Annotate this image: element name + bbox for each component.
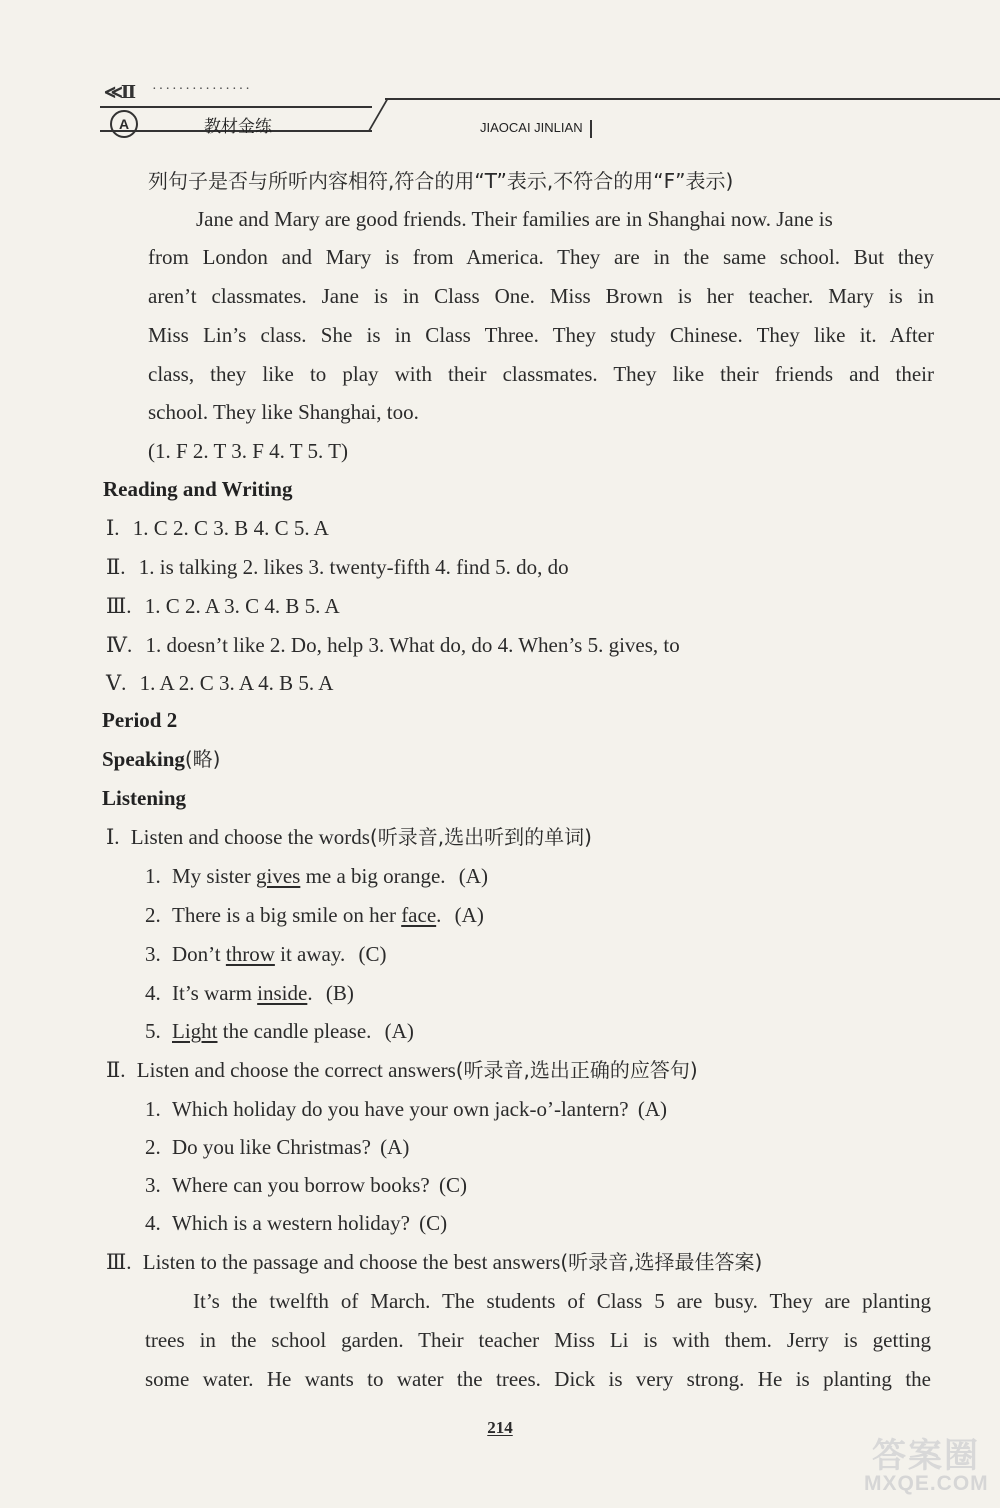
item-answer: (A) — [454, 903, 484, 927]
listening-heading: Listening — [102, 786, 187, 810]
instruction-continuation: 列句子是否与所听内容相符,符合的用“T”表示,不符合的用“F”表示) — [148, 169, 734, 193]
watermark-logo: 答案圈 — [872, 1436, 980, 1476]
speaking-label: Speaking — [102, 747, 185, 771]
item-number: 2. — [145, 903, 161, 927]
item-text: it away. — [274, 942, 346, 966]
section-title — [106, 1249, 762, 1275]
item-text: me a big orange. — [300, 864, 446, 888]
list-item — [145, 1018, 414, 1044]
section-title-en: Listen and choose the words — [130, 825, 370, 849]
row-number: Ⅴ. — [106, 671, 127, 695]
row-number: Ⅳ. — [106, 633, 133, 657]
item-number: 1. — [145, 1097, 161, 1121]
section-title-zh: (听录音,选出听到的单词) — [369, 825, 592, 849]
underlined-word: Light — [172, 1019, 218, 1043]
item-answer: (C) — [439, 1173, 467, 1197]
row-number: Ⅱ. — [106, 555, 126, 579]
list-item — [145, 1172, 467, 1198]
passage1-line: from London and Mary is from America. They are in the same school. But they — [148, 245, 934, 269]
item-text: . — [436, 903, 442, 927]
section-number: Ⅰ. — [106, 825, 120, 849]
underlined-word: inside — [257, 981, 308, 1005]
list-item — [145, 902, 484, 928]
item-text: Which holiday do you have your own jack-o’-lantern? — [172, 1097, 629, 1121]
passage1-line: Jane and Mary are good friends. Their families are in Shanghai now. Jane is — [196, 207, 833, 231]
passage3-line: some water. He wants to water the trees. Dick is very strong. He is planting the — [145, 1367, 931, 1391]
item-number: 3. — [145, 1173, 161, 1197]
answer-row — [106, 554, 569, 580]
passage3-line: trees in the school garden. Their teacher Miss Li is with them. Jerry is getting — [145, 1328, 931, 1352]
item-number: 3. — [145, 942, 161, 966]
list-item — [145, 863, 488, 889]
section-title — [106, 1057, 698, 1083]
answer-row — [106, 632, 680, 658]
row-answers: 1. A 2. C 3. A 4. B 5. A — [139, 671, 334, 695]
list-item — [145, 1134, 409, 1160]
answer-row — [106, 593, 340, 619]
item-text: Don’t — [172, 942, 226, 966]
passage3-line: It’s the twelfth of March. The students of Class 5 are busy. They are planting — [193, 1289, 931, 1313]
row-answers: 1. C 2. A 3. C 4. B 5. A — [144, 594, 340, 618]
item-answer: (A) — [384, 1019, 414, 1043]
header-slant-rule — [345, 98, 389, 132]
item-text: There is a big smile on her — [172, 903, 402, 927]
speaking-note: (略) — [184, 747, 221, 771]
underlined-word: throw — [225, 942, 275, 966]
item-text: the candle please. — [217, 1019, 372, 1043]
item-number: 4. — [145, 1211, 161, 1235]
row-answers: 1. C 2. C 3. B 4. C 5. A — [132, 516, 329, 540]
item-answer: (A) — [458, 864, 488, 888]
section-title — [106, 824, 592, 850]
edition-badge: A — [110, 110, 138, 138]
item-number: 2. — [145, 1135, 161, 1159]
list-item — [145, 1210, 447, 1236]
list-item — [145, 980, 354, 1006]
answer-row — [106, 515, 329, 541]
passage1-line: aren’t classmates. Jane is in Class One. Miss Brown is her teacher. Mary is in — [148, 284, 934, 308]
row-number: Ⅰ. — [106, 516, 120, 540]
section-title-zh: (听录音,选择最佳答案) — [560, 1250, 763, 1274]
section-title-zh: (听录音,选出正确的应答句) — [455, 1058, 698, 1082]
header-long-rule — [385, 98, 1000, 100]
passage1-line: class, they like to play with their classmates. They like their friends and their — [148, 362, 934, 386]
header-rule-top — [100, 106, 372, 108]
brand-title: 教材金练 — [204, 117, 272, 137]
section-number: Ⅲ. — [106, 1250, 132, 1274]
item-number: 5. — [145, 1019, 161, 1043]
item-text: Which is a western holiday? — [172, 1211, 410, 1235]
speaking-line — [102, 746, 220, 772]
underlined-word: face — [401, 903, 437, 927]
row-answers: 1. doesn’t like 2. Do, help 3. What do, do 4. When’s 5. gives, to — [145, 633, 680, 657]
item-text: . — [307, 981, 313, 1005]
item-answer: (C) — [419, 1211, 448, 1235]
item-answer: (A) — [637, 1097, 668, 1121]
section-title-en: Listen and choose the correct answers — [136, 1058, 456, 1082]
item-answer: (A) — [380, 1135, 410, 1159]
watermark-url: MXQE.COM — [864, 1472, 989, 1495]
brand-bar — [590, 120, 592, 138]
watermark — [850, 1428, 990, 1498]
list-item — [145, 941, 387, 967]
section-title-en: Listen to the passage and choose the best answers — [142, 1250, 561, 1274]
answer-row — [106, 670, 333, 696]
item-text: Do you like Christmas? — [172, 1135, 371, 1159]
section-mark: ≪Ⅱ — [104, 82, 135, 102]
page-number: 214 — [487, 1418, 513, 1437]
item-answer: (C) — [358, 942, 387, 966]
header-dots: ··············· — [152, 82, 252, 97]
item-number: 4. — [145, 981, 161, 1005]
section-number: Ⅱ. — [106, 1058, 126, 1082]
item-text: Where can you borrow books? — [172, 1173, 430, 1197]
passage1-answers: (1. F 2. T 3. F 4. T 5. T) — [148, 439, 348, 463]
item-text: My sister — [172, 864, 256, 888]
passage1-line: school. They like Shanghai, too. — [148, 400, 419, 424]
passage1-line: Miss Lin’s class. She is in Class Three. They study Chinese. They like it. After — [148, 323, 934, 347]
page-header — [100, 80, 1000, 140]
row-number: Ⅲ. — [106, 594, 132, 618]
reading-writing-heading: Reading and Writing — [103, 477, 293, 501]
item-number: 1. — [145, 864, 161, 888]
period-heading: Period 2 — [102, 708, 178, 732]
item-text: It’s warm — [172, 981, 258, 1005]
brand-pinyin: JIAOCAI JINLIAN — [480, 120, 583, 135]
item-answer: (B) — [325, 981, 354, 1005]
row-answers: 1. is talking 2. likes 3. twenty-fifth 4. find 5. do, do — [138, 555, 569, 579]
underlined-word: gives — [256, 864, 301, 888]
list-item — [145, 1096, 667, 1122]
